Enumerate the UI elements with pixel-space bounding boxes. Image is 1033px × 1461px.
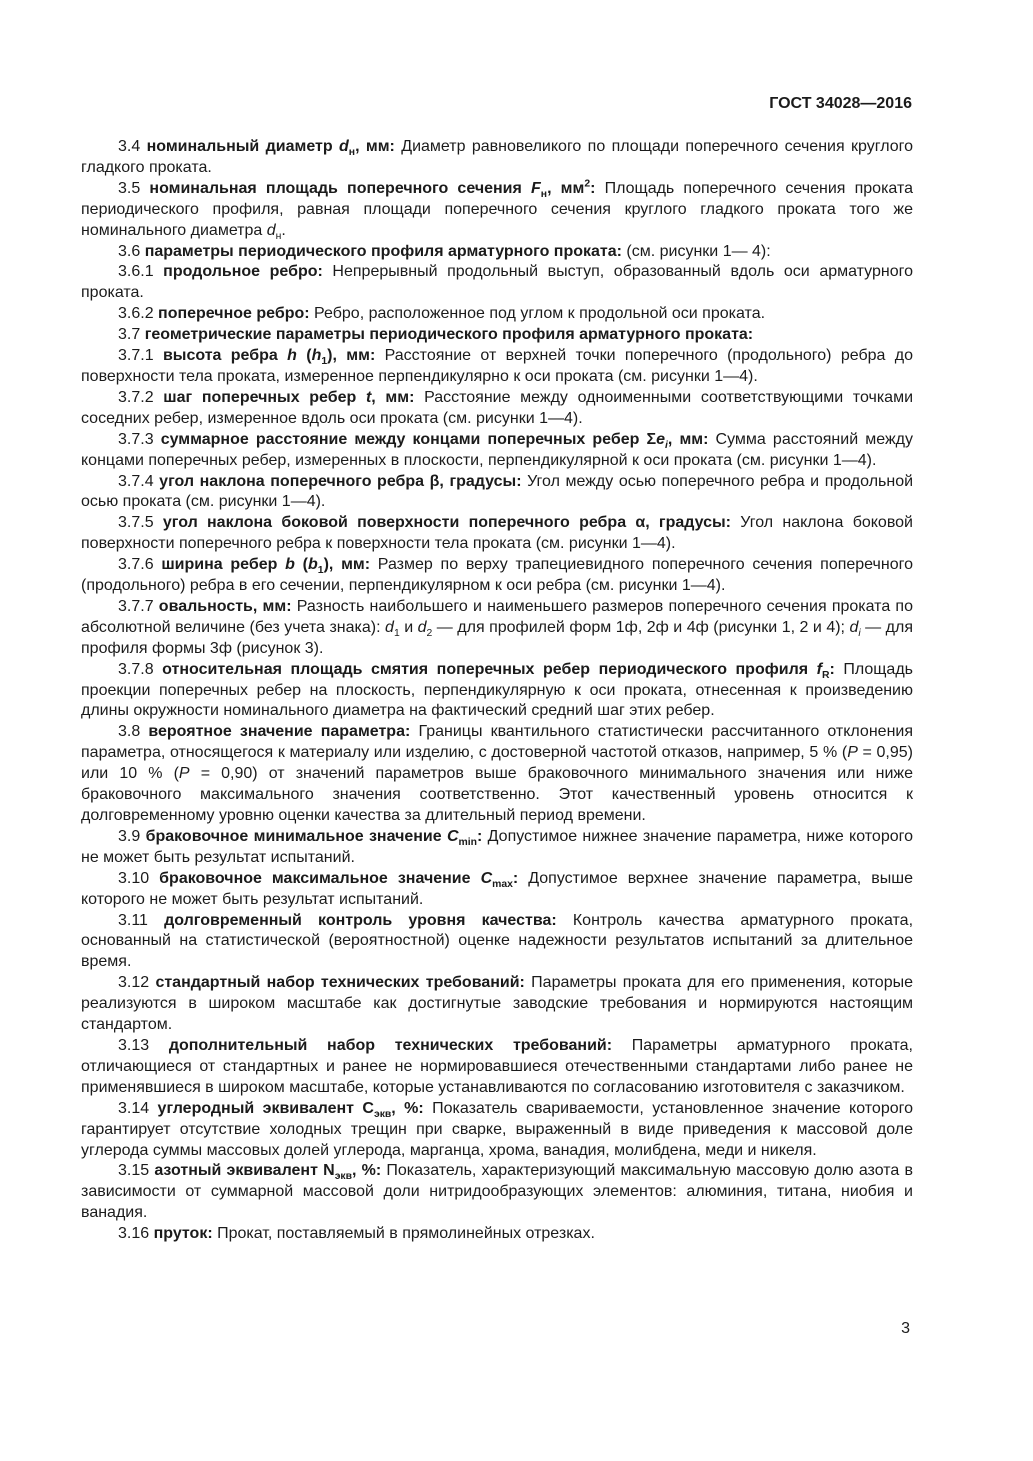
text-run: ( <box>294 556 308 574</box>
text-run: Параметры арматурного проката, отличающиеся от стандартных и ранее не нормировавшиеся отечественными стандартами либо ранее не применявшиеся в широком масштабе, которые устанавливаются по согласованию изготовителя с заказчиком. <box>81 1036 913 1096</box>
text-run: (см. рисунки 1— 4): <box>621 242 771 260</box>
text-run: Допустимое нижнее значение параметра, ниже которого не может быть результат испытаний. <box>81 827 914 866</box>
text-run: 1 <box>321 356 328 368</box>
text-run: Расстояние между одноименными соответствующими точками соседних ребер, измеренное вдоль оси проката (см. рисунки 1—4). <box>81 388 914 427</box>
text-run: Площадь поперечного сечения проката периодического профиля, равная площади поперечного сечения круглого гладкого проката того же номинального диаметра <box>81 179 914 239</box>
text-run: h <box>287 347 297 365</box>
document-body <box>81 137 913 1245</box>
text-run: Сумма расстояний между концами поперечных ребер, измеренных в плоскости, перпендикулярной к оси проката (см. рисунки 1—4). <box>81 430 914 469</box>
clause-number: 3.7.1 <box>118 347 163 365</box>
clause-paragraph <box>81 869 913 911</box>
text-run: , мм: <box>371 388 415 406</box>
clause-number: 3.7.2 <box>118 388 164 406</box>
clause-number: 3.4 <box>118 138 147 155</box>
text-run: b <box>285 556 295 574</box>
text-run: номинальная площадь поперечного сечения <box>149 179 532 197</box>
clause-paragraph <box>81 597 913 660</box>
clause-paragraph <box>81 388 913 430</box>
clause-paragraph <box>81 472 913 514</box>
text-run: C <box>446 827 459 845</box>
text-run: н <box>540 189 548 200</box>
text-run: 2 <box>426 628 433 640</box>
text-run: , градусы: <box>439 472 522 490</box>
clause-paragraph <box>81 137 913 179</box>
clause-paragraph <box>81 430 913 472</box>
text-run: ( <box>296 347 312 365</box>
text-run: d <box>266 221 276 239</box>
text-run: Разность наибольшего и наименьшего размеров поперечного сечения проката по абсолютной величине (без учета знака): <box>81 597 913 636</box>
text-run: ), мм: <box>327 347 376 365</box>
text-run: угол наклона боковой поверхности поперечного ребра <box>162 514 636 532</box>
clause-number: 3.15 <box>118 1162 155 1180</box>
text-run: N <box>323 1162 335 1180</box>
page-number: 3 <box>901 1320 910 1337</box>
text-run: β <box>429 472 440 490</box>
text-run: 2 <box>584 178 591 190</box>
clause-paragraph <box>81 513 913 555</box>
clause-number: 3.14 <box>118 1099 158 1117</box>
clause-number: 3.7.6 <box>118 556 162 574</box>
text-run: Диаметр равновеликого по площади поперечного сечения круглого гладкого проката. <box>81 138 914 176</box>
text-run: P <box>178 765 190 783</box>
text-run: ширина ребер <box>161 556 286 574</box>
clause-paragraph <box>81 1161 913 1224</box>
clause-number: 3.6.1 <box>118 263 164 281</box>
text-run: : <box>512 869 519 887</box>
text-run: шаг поперечных ребер <box>163 388 366 406</box>
text-run: i <box>858 628 861 640</box>
text-run: н <box>348 147 356 159</box>
clause-number: 3.10 <box>118 869 160 887</box>
text-run: , %: <box>352 1162 382 1180</box>
text-run: Угол между осью поперечного ребра и продольной осью проката (см. рисунки 1—4). <box>81 472 914 511</box>
text-run: Угол наклона боковой поверхности поперечного ребра к поверхности тела проката (см. рисунки 1—4). <box>81 514 913 553</box>
clause-paragraph <box>81 1036 913 1099</box>
clause-paragraph <box>81 555 913 597</box>
text-run: относительная площадь смятия поперечных ребер периодического профиля <box>162 660 817 678</box>
text-run: Границы квантильного статистически рассчитанного отклонения параметра, относящегося к материалу или изделию, с достоверной частотой отказов, например, 5 % ( <box>81 723 914 762</box>
clause-paragraph <box>81 722 913 827</box>
clause-paragraph <box>81 827 913 869</box>
text-run: — для профиля формы 3ф (рисунок 3). <box>81 618 914 657</box>
clause-number: 3.12 <box>118 974 156 992</box>
text-run: угол наклона поперечного ребра <box>159 472 430 490</box>
clause-number: 3.8 <box>118 723 149 741</box>
clause-number: 3.6.2 <box>118 305 159 323</box>
text-run: P <box>847 744 858 762</box>
clause-number: 3.7.5 <box>118 514 163 532</box>
text-run: , мм <box>547 179 585 197</box>
text-run: поперечное ребро: <box>158 305 310 323</box>
text-run: i <box>665 439 668 451</box>
text-run: h <box>311 347 322 365</box>
text-run: пруток: <box>153 1225 213 1243</box>
clause-paragraph <box>81 242 913 263</box>
text-run: t <box>365 388 372 406</box>
document-footer <box>80 1320 910 1338</box>
text-run: : <box>477 827 483 845</box>
text-run: углеродный эквивалент <box>157 1099 363 1117</box>
text-run: , мм: <box>355 138 395 155</box>
text-run: : <box>590 179 596 197</box>
text-run: 1 <box>317 565 324 577</box>
text-run: долговременный контроль уровня качества: <box>164 911 557 929</box>
text-run: Размер по верху трапециевидного поперечного сечения поперечного (продольного) ребра в его сечении, перпендикулярном к оси ребра (см. рисунки 1—4). <box>81 556 914 595</box>
text-run: α <box>635 514 646 532</box>
text-run: браковочное максимальное значение <box>159 869 481 887</box>
clause-paragraph <box>81 179 913 242</box>
clause-paragraph <box>81 1099 913 1162</box>
text-run: C <box>480 869 493 887</box>
text-run: , мм: <box>667 430 709 448</box>
text-run: d <box>849 618 859 636</box>
text-run: 1 <box>393 628 400 640</box>
text-run: и <box>399 618 418 636</box>
text-run: max <box>492 878 513 890</box>
clause-paragraph <box>81 325 913 346</box>
text-run: Площадь проекции поперечных ребер на плоскость, перпендикулярную к оси проката, отнесенная к произведению длины окружности номинального диаметра на фактический средний шаг этих ребер. <box>81 660 913 720</box>
text-run: min <box>458 837 478 849</box>
text-run: Показатель, характеризующий максимальную массовую долю азота в зависимости от суммарной массовой доли нитридообразующих элементов: алюминия, титана, ниобия и ванадия. <box>81 1162 913 1222</box>
clause-number: 3.7.7 <box>118 597 159 615</box>
text-run: d <box>385 618 394 636</box>
text-run: F <box>531 179 541 197</box>
text-run: н <box>275 230 282 242</box>
clause-paragraph <box>81 911 913 974</box>
clause-paragraph <box>81 973 913 1036</box>
clause-number: 3.7.3 <box>118 430 161 448</box>
text-run: b <box>308 556 318 574</box>
clause-paragraph <box>81 304 913 325</box>
text-run: браковочное минимальное значение <box>145 827 447 845</box>
clause-number: 3.9 <box>118 827 146 845</box>
text-run: Прокат, поставляемый в прямолинейных отрезках. <box>212 1225 595 1243</box>
text-run: R <box>821 669 830 681</box>
text-run: вероятное значение параметра: <box>148 723 411 741</box>
text-run: = 0,90) от значений параметров выше браковочного минимального значения или ниже браковочного максимального значения соответственно. Этот качественный уровень относится к долговременному уровню оценки качества за длительный период времени. <box>81 765 913 824</box>
text-run: C <box>362 1099 374 1117</box>
clause-number: 3.13 <box>118 1036 169 1054</box>
clause-number: 3.5 <box>118 179 150 197</box>
clause-paragraph <box>81 660 913 723</box>
doc-code: ГОСТ 34028—2016 <box>769 95 912 112</box>
text-run: суммарное расстояние между концами поперечных ребер <box>160 430 647 448</box>
text-run: овальность, мм: <box>158 597 292 615</box>
clause-paragraph <box>81 1224 913 1245</box>
text-run: d <box>339 138 349 155</box>
text-run: , %: <box>391 1099 424 1117</box>
text-run: Σ <box>646 430 657 448</box>
text-run: Допустимое верхнее значение параметра, выше которого не может быть результат испытаний. <box>81 869 913 908</box>
text-run: d <box>417 618 427 636</box>
clause-number: 3.7 <box>118 326 145 344</box>
clause-number: 3.6 <box>118 242 145 260</box>
text-run: стандартный набор технических требований: <box>155 974 525 992</box>
text-run: параметры периодического профиля арматурного проката: <box>144 242 622 260</box>
text-run: Непрерывный продольный выступ, образованный вдоль оси арматурного проката. <box>81 263 914 302</box>
text-run: Параметры проката для его применения, которые реализуются в широком масштабе как достигнутые заводские требования и нормируются настоящим стандартом. <box>81 974 914 1034</box>
text-run: высота ребра <box>162 347 288 365</box>
text-run: = 0,95) или 10 % ( <box>81 744 913 783</box>
document-header <box>80 95 912 113</box>
text-run: Расстояние от верхней точки поперечного (продольного) ребра до поверхности тела проката, измеренное перпендикулярно к оси проката (см. рисунки 1—4). <box>81 347 914 385</box>
clause-paragraph <box>81 262 913 304</box>
clause-number: 3.11 <box>118 911 165 929</box>
text-run: номинальный диаметр <box>146 138 339 155</box>
text-run: . <box>281 221 286 239</box>
text-run: экв <box>334 1171 353 1183</box>
text-run: e <box>656 430 666 448</box>
text-run: экв <box>373 1108 392 1120</box>
clause-number: 3.7.4 <box>118 472 160 490</box>
clause-number: 3.16 <box>118 1225 154 1243</box>
text-run: Показатель свариваемости, установленное значение которого гарантирует отсутствие холодных трещин при сварке, выраженный в виде приведения к массовой доле углерода суммы массовых долей углерода, марганца, хрома, ванадия, молибдена, меди и никеля. <box>81 1099 914 1159</box>
text-run: геометрические параметры периодического профиля арматурного проката: <box>144 326 754 344</box>
text-run: Контроль качества арматурного проката, основанный на статистической (вероятностной) оценке надежности результатов испытаний за длительное время. <box>81 911 914 971</box>
text-run: ), мм: <box>323 556 371 574</box>
clause-number: 3.7.8 <box>118 660 163 678</box>
text-run: дополнительный набор технических требований: <box>168 1036 613 1054</box>
clause-paragraph <box>81 346 913 388</box>
text-run: — для профилей форм 1ф, 2ф и 4ф (рисунки 1, 2 и 4); <box>432 618 850 636</box>
text-run: продольное ребро: <box>163 263 323 281</box>
text-run: азотный эквивалент <box>154 1162 324 1180</box>
text-run: , градусы: <box>645 514 731 532</box>
text-run: : <box>829 660 835 678</box>
text-run: Ребро, расположенное под углом к продольной оси проката. <box>309 305 766 323</box>
text-run: f <box>816 660 822 678</box>
